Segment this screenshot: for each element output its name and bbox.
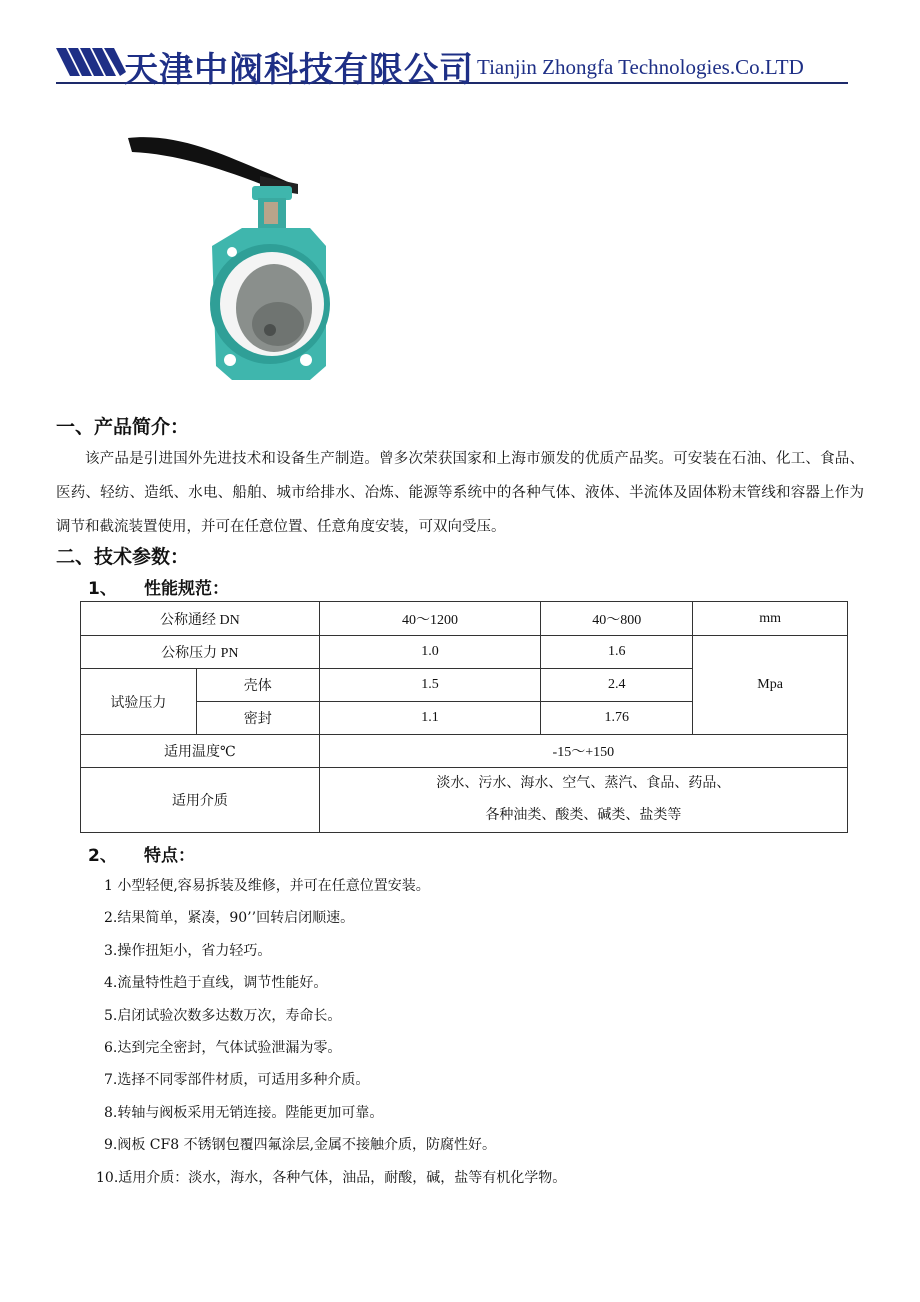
list-item: 6.达到完全密封，气体试验泄漏为零。 [104,1040,342,1057]
table-row [81,602,848,636]
dn-range-1: 40～1200 [319,602,541,636]
dn-label: 公称通经 DN [81,602,320,636]
list-item: 4.流量特性趋于直线，调节性能好。 [104,975,328,992]
pn-value-2: 1.6 [541,636,693,669]
subsection-title: 性能规范： [144,579,229,599]
pn-value-1: 1.0 [319,636,541,669]
subsection-performance [88,574,229,599]
list-item: 2.结果简单，紧凑，90’’回转启闭顺速。 [104,910,355,927]
feature-list [96,870,864,1194]
subsection-number: 1、 [88,579,117,599]
pn-label: 公称压力 PN [81,636,320,669]
table-row [81,735,848,768]
list-item: 5.启闭试验次数多达数万次，寿命长。 [104,1007,342,1024]
seal-value-1: 1.1 [319,702,541,735]
dn-unit: mm [693,602,848,636]
seal-value-2: 1.76 [541,702,693,735]
list-item: 9.阀板 CF8 不锈钢包覆四氟涂层,金属不接触介质，防腐性好。 [104,1137,497,1154]
list-item: 8.转轴与阀板采用无销连接。陛能更加可靠。 [104,1104,384,1121]
medium-label: 适用介质 [81,768,320,833]
intro-text: 该产品是引进国外先进技术和设备生产制造。曾多次荣获国家和上海市颁发的优质产品奖。可安装在石油、化工、食品、医药、轻纺、造纸、水电、船舶、城市给排水、冶炼、能源等系统中的各种气体、液体、半流体及固体粉末管线和容器上作为调节和截流装置使用，并可在任意位置、任意角度安装，可双向受压。 [56,451,864,535]
spec-table [80,601,848,833]
butterfly-valve-image [120,128,330,380]
table-row [81,768,848,833]
subsection-features [88,841,195,866]
seal-label: 密封 [196,702,319,735]
medium-line-2: 各种油类、酸类、碱类、盐类等 [485,808,682,823]
section-title-intro: 一、产品简介： [56,416,190,438]
list-item: 7.选择不同零部件材质，可适用多种介质。 [104,1072,370,1089]
medium-value [319,768,847,833]
temp-value: -15～+150 [319,735,847,768]
table-row [81,636,848,669]
intro-paragraph [56,442,864,544]
list-item: 1 小型轻便,容易拆装及维修，并可在任意位置安装。 [104,878,430,894]
page-header [56,40,848,90]
pressure-unit: Mpa [693,636,848,735]
list-item: 3.操作扭矩小，省力轻巧。 [104,942,272,959]
medium-line-1: 淡水、污水、海水、空气、蒸汽、食品、药品、 [436,776,731,791]
shell-label: 壳体 [196,669,319,702]
dn-range-2: 40～800 [541,602,693,636]
subsection-title: 特点： [144,846,195,866]
shell-value-2: 2.4 [541,669,693,702]
subsection-number: 2、 [88,846,117,866]
temp-label: 适用温度℃ [81,735,320,768]
shell-value-1: 1.5 [319,669,541,702]
list-item: 10.适用介质：淡水，海水，各种气体，油品，耐酸，碱，盐等有机化学物。 [96,1169,567,1186]
test-pressure-label: 试验压力 [81,669,197,735]
company-logo-icon [56,42,126,82]
company-name-cn: 天津中阀科技有限公司 [124,50,474,90]
section-title-params: 二、技术参数： [56,546,190,568]
company-name-en: Tianjin Zhongfa Technologies.Co.LTD [477,55,804,79]
